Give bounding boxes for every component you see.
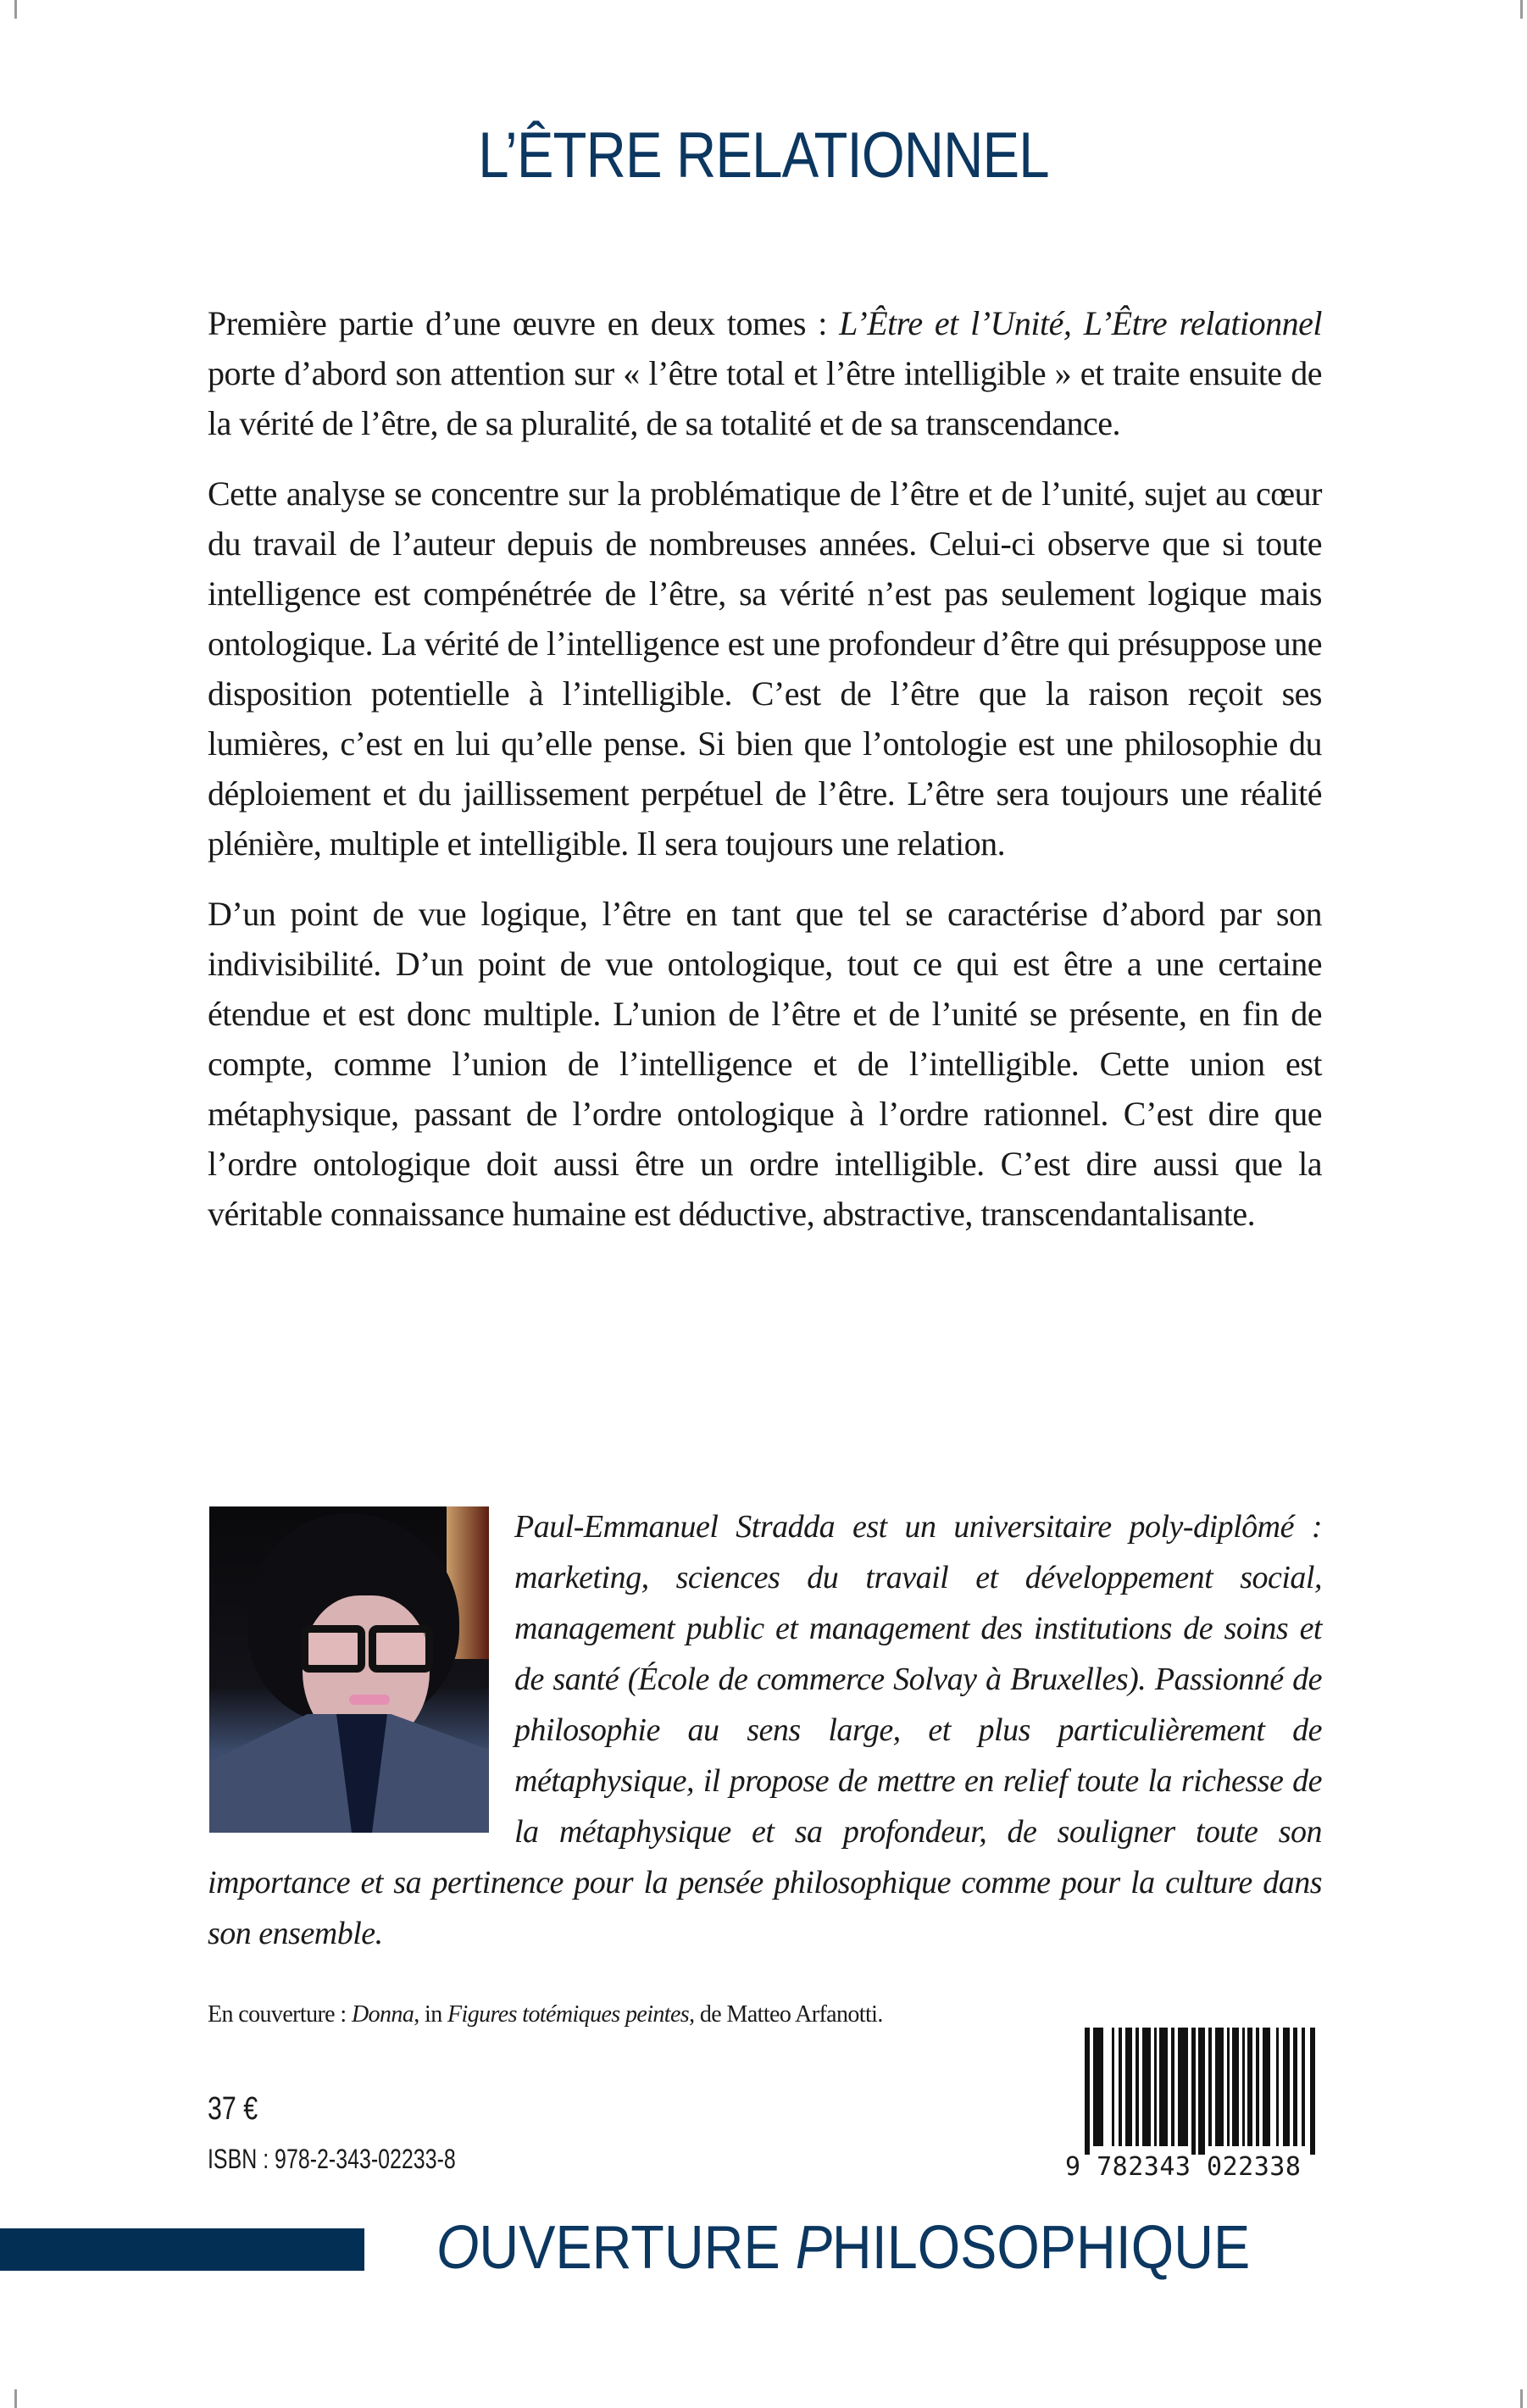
cover-credit-book: Figures totémiques peintes	[447, 2001, 690, 2028]
series-title-word-1: UVERTURE	[479, 2214, 796, 2282]
paragraph-2: Cette analyse se concentre sur la problématique de l’être et de l’unité, sujet au cœur du travail de l’auteur depuis de nombreuses années. Celui-ci observe que si toute intelligence est compénétrée de l’être, sa vérité n’est pas seulement logique mais ontologique. La vérité de l’intelligence est une profondeur d’être qui présuppose une disposition potentielle à l’intelligible. C’est de l’être que la raison reçoit ses lumières, c’est en lui qu’elle pense. Si bien que l’ontologie est une philosophie du déploiement et du jaillissement perpétuel de l’être. L’être sera toujours une réalité plénière, multiple et intelligible. Il sera toujours une relation.	[208, 474, 1322, 863]
series-color-bar	[0, 2228, 364, 2271]
series-title-initial-1: O	[436, 2214, 480, 2282]
crop-mark-bottom-right	[1520, 2389, 1523, 2408]
paragraph-1	[208, 298, 1322, 448]
crop-mark-top-left	[14, 0, 17, 19]
series-title-word-2: HILOSOPHIQUE	[831, 2214, 1251, 2282]
cover-credit-artist: , de Matteo Arfanotti.	[689, 2001, 883, 2028]
price: 37 €	[208, 2091, 258, 2127]
crop-mark-bottom-left	[14, 2389, 17, 2408]
series-title-initial-2: P	[795, 2214, 832, 2282]
cover-credit-sep: , in	[414, 2001, 448, 2028]
author-bio-text: Paul-Emmanuel Stradda est un universitaire poly-diplômé : marketing, sciences du travail et développement social, management public et management des institutions de soins et de santé (École de commerce Solvay à Bruxelles). Passionné de philosophie au sens large, et plus particulièrement de métaphysique, il propose de mettre en relief toute la richesse de la métaphysique et sa profondeur, de souligner toute son importance et sa pertinence pour la pensée philosophique comme pour la culture dans son ensemble.	[208, 1509, 1322, 1951]
cover-credit-label: En couverture :	[208, 2001, 352, 2028]
paragraph-1-lead: Première partie d’une œuvre en deux tomes :	[208, 304, 840, 342]
isbn: ISBN : 978-2-343-02233-8	[208, 2144, 456, 2174]
paragraph-1-rest: porte d’abord son attention sur « l’être total et l’être intelligible » et traite ensuite de la vérité de l’être, de sa pluralité, de sa totalité et de sa transcendance.	[208, 354, 1322, 442]
cover-credit-work: Donna	[352, 2001, 414, 2028]
barcode-digits: 9 782343 022338	[1065, 2152, 1302, 2182]
paragraph-3: D’un point de vue logique, l’être en tant que tel se caractérise d’abord par son indivisibilité. D’un point de vue ontologique, tout ce qui est être a une certaine étendue et est donc multiple. L’union de l’être et de l’unité se présente, en fin de compte, comme l’union de l’intelligence et de l’intelligible. Cette union est métaphysique, passant de l’ordre ontologique à l’ordre rationnel. C’est dire que l’ordre ontologique doit aussi être un ordre intelligible. C’est dire aussi que la véritable connaissance humaine est déductive, abstractive, transcendantalisante.	[208, 895, 1322, 1233]
series-title	[436, 2213, 1250, 2283]
author-bio-section	[208, 1501, 1322, 1959]
paragraph-1-titles: L’Être et l’Unité, L’Être relationnel	[839, 304, 1323, 342]
book-title: L’ÊTRE RELATIONNEL	[478, 119, 1049, 191]
blurb	[208, 298, 1322, 1259]
crop-mark-top-right	[1520, 0, 1523, 19]
cover-credit	[208, 2001, 883, 2028]
author-photo	[209, 1506, 489, 1833]
